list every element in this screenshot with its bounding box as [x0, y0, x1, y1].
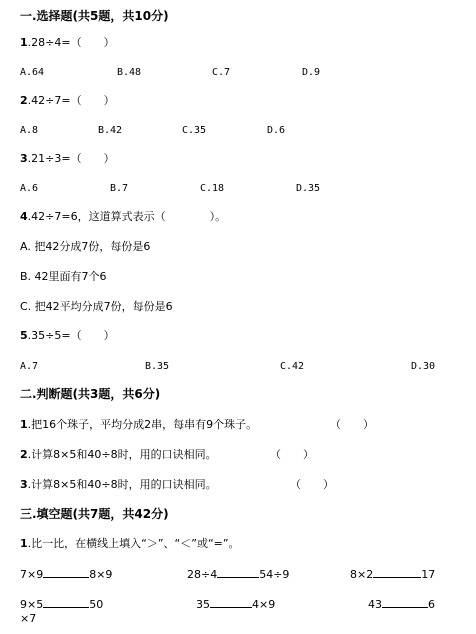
section-title-true-false: 二.判断题(共3题，共6分) — [20, 387, 161, 401]
compare-left: 28÷4 — [187, 568, 218, 581]
question-number: 4 — [20, 210, 28, 223]
mc1-option-a: A.64 — [20, 67, 45, 78]
mc3-option-b: B.7 — [110, 183, 129, 194]
compare-item — [196, 597, 275, 612]
mc-question-3 — [20, 152, 115, 166]
compare-item — [20, 567, 112, 582]
compare-left: 35 — [196, 598, 210, 611]
compare-item — [187, 567, 289, 582]
compare-item — [20, 597, 103, 612]
compare-right: 17 — [421, 568, 436, 581]
mc5-option-d: D.30 — [411, 361, 436, 372]
mc2-option-d: D.6 — [267, 125, 286, 136]
question-text: .42÷7=6，这道算式表示（ ）。 — [27, 210, 227, 223]
mc4-option-b: B. 42里面有7个6 — [20, 270, 107, 283]
mc1-option-c: C.7 — [212, 67, 231, 78]
tf2-answer-paren: （ ） — [270, 448, 314, 461]
mc5-option-a: A.7 — [20, 361, 39, 372]
compare-left: 9×5 — [20, 598, 44, 611]
mc5-option-b: B.35 — [145, 361, 170, 372]
mc-question-2 — [20, 94, 115, 108]
mc2-option-b: B.42 — [98, 125, 123, 136]
mc1-option-b: B.48 — [117, 67, 142, 78]
section-title-fill-in: 三.填空题(共7题，共42分) — [20, 507, 169, 521]
compare-item — [350, 567, 435, 582]
tf1-answer-paren: （ ） — [330, 418, 374, 431]
compare-left: 43 — [368, 598, 382, 611]
fill-question-1 — [20, 537, 240, 551]
mc1-option-d: D.9 — [302, 67, 321, 78]
question-number: 3 — [20, 152, 28, 165]
compare-overflow-text: ×7 — [20, 612, 37, 625]
question-text: .28÷4=（ ） — [27, 36, 115, 49]
compare-left: 7×9 — [20, 568, 44, 581]
section-title-multiple-choice: 一.选择题(共5题，共10分) — [20, 9, 169, 23]
question-number: 2 — [20, 448, 28, 461]
answer-blank[interactable] — [382, 597, 428, 608]
mc-question-1 — [20, 36, 115, 50]
question-number: 1 — [20, 418, 28, 431]
mc-question-5 — [20, 329, 115, 343]
answer-blank[interactable] — [217, 567, 259, 578]
mc2-option-a: A.8 — [20, 125, 39, 136]
question-number: 5 — [20, 329, 28, 342]
tf-question-1 — [20, 418, 257, 432]
mc3-option-a: A.6 — [20, 183, 39, 194]
compare-item — [368, 597, 435, 612]
tf3-answer-paren: （ ） — [290, 478, 334, 491]
compare-right: 50 — [89, 598, 104, 611]
question-text: .把16个珠子，平均分成2串，每串有9个珠子。 — [27, 418, 258, 431]
answer-blank[interactable] — [210, 597, 252, 608]
question-text: .计算8×5和40÷8时，用的口诀相同。 — [27, 448, 217, 461]
answer-blank[interactable] — [43, 597, 89, 608]
question-number: 3 — [20, 478, 28, 491]
mc4-option-c: C. 把42平均分成7份，每份是6 — [20, 300, 173, 313]
compare-right: 8×9 — [89, 568, 113, 581]
mc-question-4 — [20, 210, 226, 224]
answer-blank[interactable] — [43, 567, 89, 578]
mc3-option-d: D.35 — [296, 183, 321, 194]
question-text: .42÷7=（ ） — [27, 94, 115, 107]
question-text: .计算8×5和40÷8时，用的口诀相同。 — [27, 478, 217, 491]
mc4-option-a: A. 把42分成7份，每份是6 — [20, 240, 151, 253]
question-number: 1 — [20, 537, 28, 550]
tf-question-3 — [20, 478, 217, 492]
compare-right: 4×9 — [252, 598, 276, 611]
tf-question-2 — [20, 448, 217, 462]
question-text: .比一比，在横线上填入“＞”、“＜”或“=”。 — [27, 537, 240, 550]
answer-blank[interactable] — [373, 567, 421, 578]
compare-right: 54÷9 — [259, 568, 290, 581]
question-text: .35÷5=（ ） — [27, 329, 115, 342]
compare-right: 6 — [428, 598, 435, 611]
question-number: 1 — [20, 36, 28, 49]
question-text: .21÷3=（ ） — [27, 152, 115, 165]
mc2-option-c: C.35 — [182, 125, 207, 136]
mc5-option-c: C.42 — [280, 361, 305, 372]
mc3-option-c: C.18 — [200, 183, 225, 194]
question-number: 2 — [20, 94, 28, 107]
compare-left: 8×2 — [350, 568, 374, 581]
